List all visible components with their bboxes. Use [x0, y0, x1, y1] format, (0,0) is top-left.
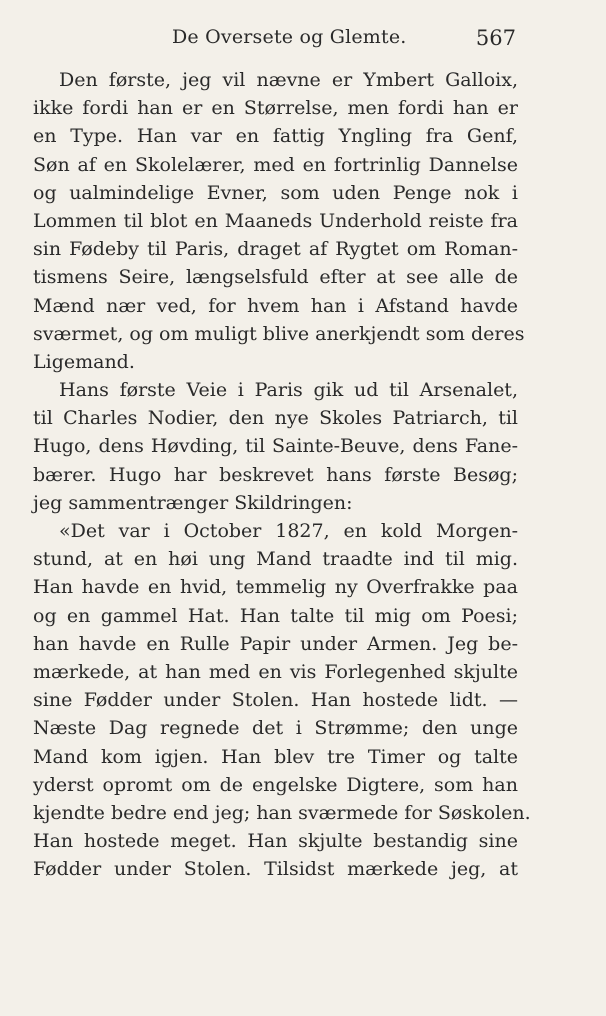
- text-line: Hugo, dens Høvding, til Sainte-Beuve, dens Fane-: [33, 435, 518, 458]
- text-line: stund, at en høi ung Mand traadte ind til mig.: [33, 548, 518, 571]
- text-line: tismens Seire, længselsfuld efter at see alle de: [33, 266, 518, 289]
- text-line: Fødder under Stolen. Tilsidst mærkede jeg, at: [33, 858, 518, 881]
- text-line: Søn af en Skolelærer, med en fortrinlig Dannelse: [33, 153, 518, 176]
- text-line: en Type. Han var en fattig Yngling fra Genf,: [33, 125, 518, 148]
- text-line: yderst opromt om de engelske Digtere, som han: [33, 773, 518, 796]
- text-line: sværmet, og om muligt blive anerkjendt som deres: [33, 322, 525, 345]
- running-title: De Oversete og Glemte.: [172, 26, 407, 48]
- text-line: til Charles Nodier, den nye Skoles Patriarch, til: [33, 407, 518, 430]
- text-line: Ligemand.: [33, 350, 135, 373]
- text-line: Mænd nær ved, for hvem han i Afstand havde: [33, 294, 518, 317]
- text-line: ikke fordi han er en Størrelse, men fordi han er: [33, 97, 518, 120]
- text-line: «Det var i October 1827, en kold Morgen-: [59, 520, 518, 542]
- page-number: 567: [475, 26, 516, 50]
- text-line: sine Fødder under Stolen. Han hostede lidt. —: [33, 689, 518, 712]
- text-line: Mand kom igjen. Han blev tre Timer og talte: [33, 745, 518, 768]
- text-line: og en gammel Hat. Han talte til mig om Poesi;: [33, 604, 518, 627]
- text-line: Han havde en hvid, temmelig ny Overfrakke paa: [33, 576, 518, 599]
- text-line: Næste Dag regnede det i Strømme; den unge: [33, 717, 518, 740]
- text-line: Han hostede meget. Han skjulte bestandig sine: [33, 830, 518, 853]
- text-line: og ualmindelige Evner, som uden Penge nok i: [33, 181, 518, 204]
- text-line: sin Fødeby til Paris, draget af Rygtet om Roman-: [33, 238, 518, 261]
- text-line: mærkede, at han med en vis Forlegenhed skjulte: [33, 660, 518, 683]
- body-text: [33, 66, 531, 883]
- text-line: Den første, jeg vil nævne er Ymbert Galloix,: [59, 69, 518, 91]
- text-line: kjendte bedre end jeg; han sværmede for Søskolen.: [33, 801, 531, 824]
- running-header: [0, 26, 606, 56]
- text-line: Lommen til blot en Maaneds Underhold reiste fra: [33, 209, 518, 232]
- text-line: Hans første Veie i Paris gik ud til Arsenalet,: [59, 379, 518, 402]
- text-line: jeg sammentrænger Skildringen:: [33, 491, 353, 514]
- text-line: bærer. Hugo har beskrevet hans første Besøg;: [33, 463, 518, 486]
- text-line: han havde en Rulle Papir under Armen. Jeg be-: [33, 632, 518, 655]
